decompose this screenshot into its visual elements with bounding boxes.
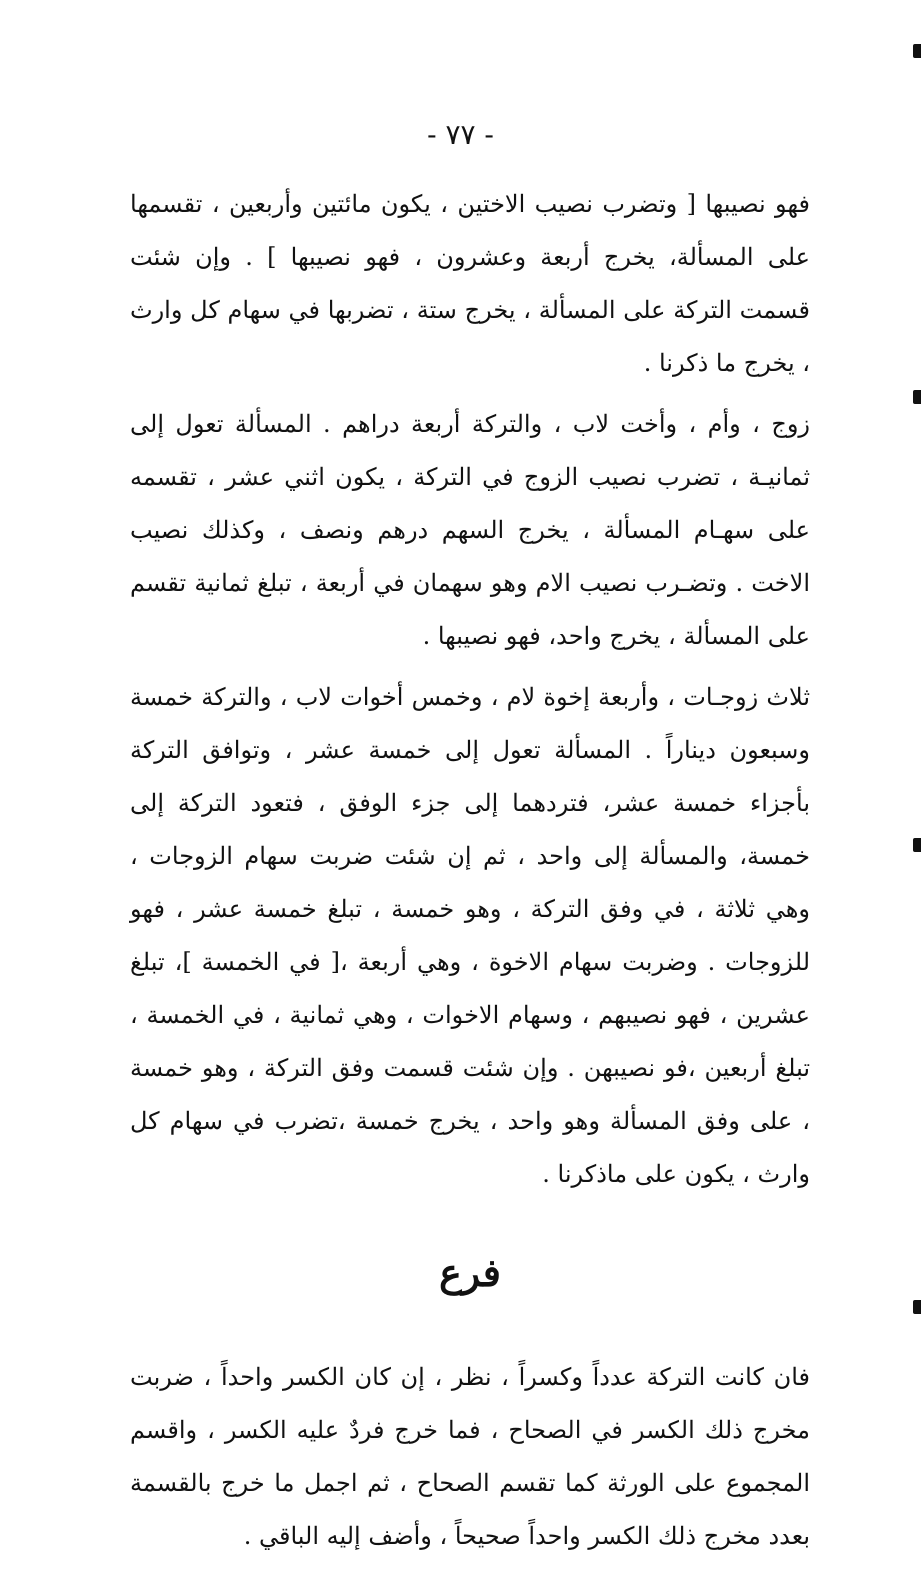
page-edge-mark xyxy=(913,390,921,404)
page-edge-mark xyxy=(913,44,921,58)
section-heading: فرع xyxy=(439,1250,501,1295)
page-number: - ٧٧ - xyxy=(427,118,494,151)
paragraph-1: فهو نصيبها [ وتضرب نصيب الاختين ، يكون مائتين وأربعين ، تقسمها على المسألة، يخرج أربعة وعشرون ، فهو نصيبها ] . وإن شئت قسمت التركة على المسألة ، يخرج ستة ، تضربها في سهام كل وارث ، يخرج ما ذكرنا . xyxy=(130,190,810,377)
page-edge-mark xyxy=(913,838,921,852)
page-body xyxy=(130,178,810,1571)
paragraph-4: فان كانت التركة عدداً وكسراً ، نظر ، إن كان الكسر واحداً ، ضربت مخرج ذلك الكسر في الصحاح ، فما خرج فردٌ عليه الكسر ، واقسم المجموع على الورثة كما تقسم الصحاح ، ثم اجمل ما خرج بالقسمة بعدد مخرج ذلك الكسر واحداً صحيحاً ، وأضف إليه الباقي . xyxy=(130,1363,810,1550)
paragraph-2: زوج ، وأم ، وأخت لاب ، والتركة أربعة دراهم . المسألة تعول إلى ثمانيـة ، تضرب نصيب الزوج في التركة ، يكون اثني عشر ، تقسمه على سهـام المسألة ، يخرج السهم درهم ونصف ، وكذلك نصيب الاخت . وتضـرب نصيب الام وهو سهمان في أربعة ، تبلغ ثمانية تقسم على المسألة ، يخرج واحد، فهو نصيبها . xyxy=(130,410,810,650)
page-edge-mark xyxy=(913,1300,921,1314)
paragraph-3: ثلاث زوجـات ، وأربعة إخوة لام ، وخمس أخوات لاب ، والتركة خمسة وسبعون ديناراً . المسألة تعول إلى خمسة عشر ، وتوافق التركة بأجزاء خمسة عشر، فتردهما إلى جزء الوفق ، فتعود التركة إلى خمسة، والمسألة إلى واحد ، ثم إن شئت ضربت سهام الزوجات ، وهي ثلاثة ، في وفق التركة ، وهو خمسة ، تبلغ خمسة عشر ، فهو للزوجات . وضربت سهام الاخوة ، وهي أربعة ،[ في الخمسة ]، تبلغ عشرين ، فهو نصيبهم ، وسهام الاخوات ، وهي ثمانية ، في الخمسة ، تبلغ أربعين ،فو نصيبهن . وإن شئت قسمت وفق التركة ، وهو خمسة ، على وفق المسألة وهو واحد ، يخرج خمسة ،تضرب في سهام كل وارث ، يكون على ماذكرنا . xyxy=(130,683,810,1188)
